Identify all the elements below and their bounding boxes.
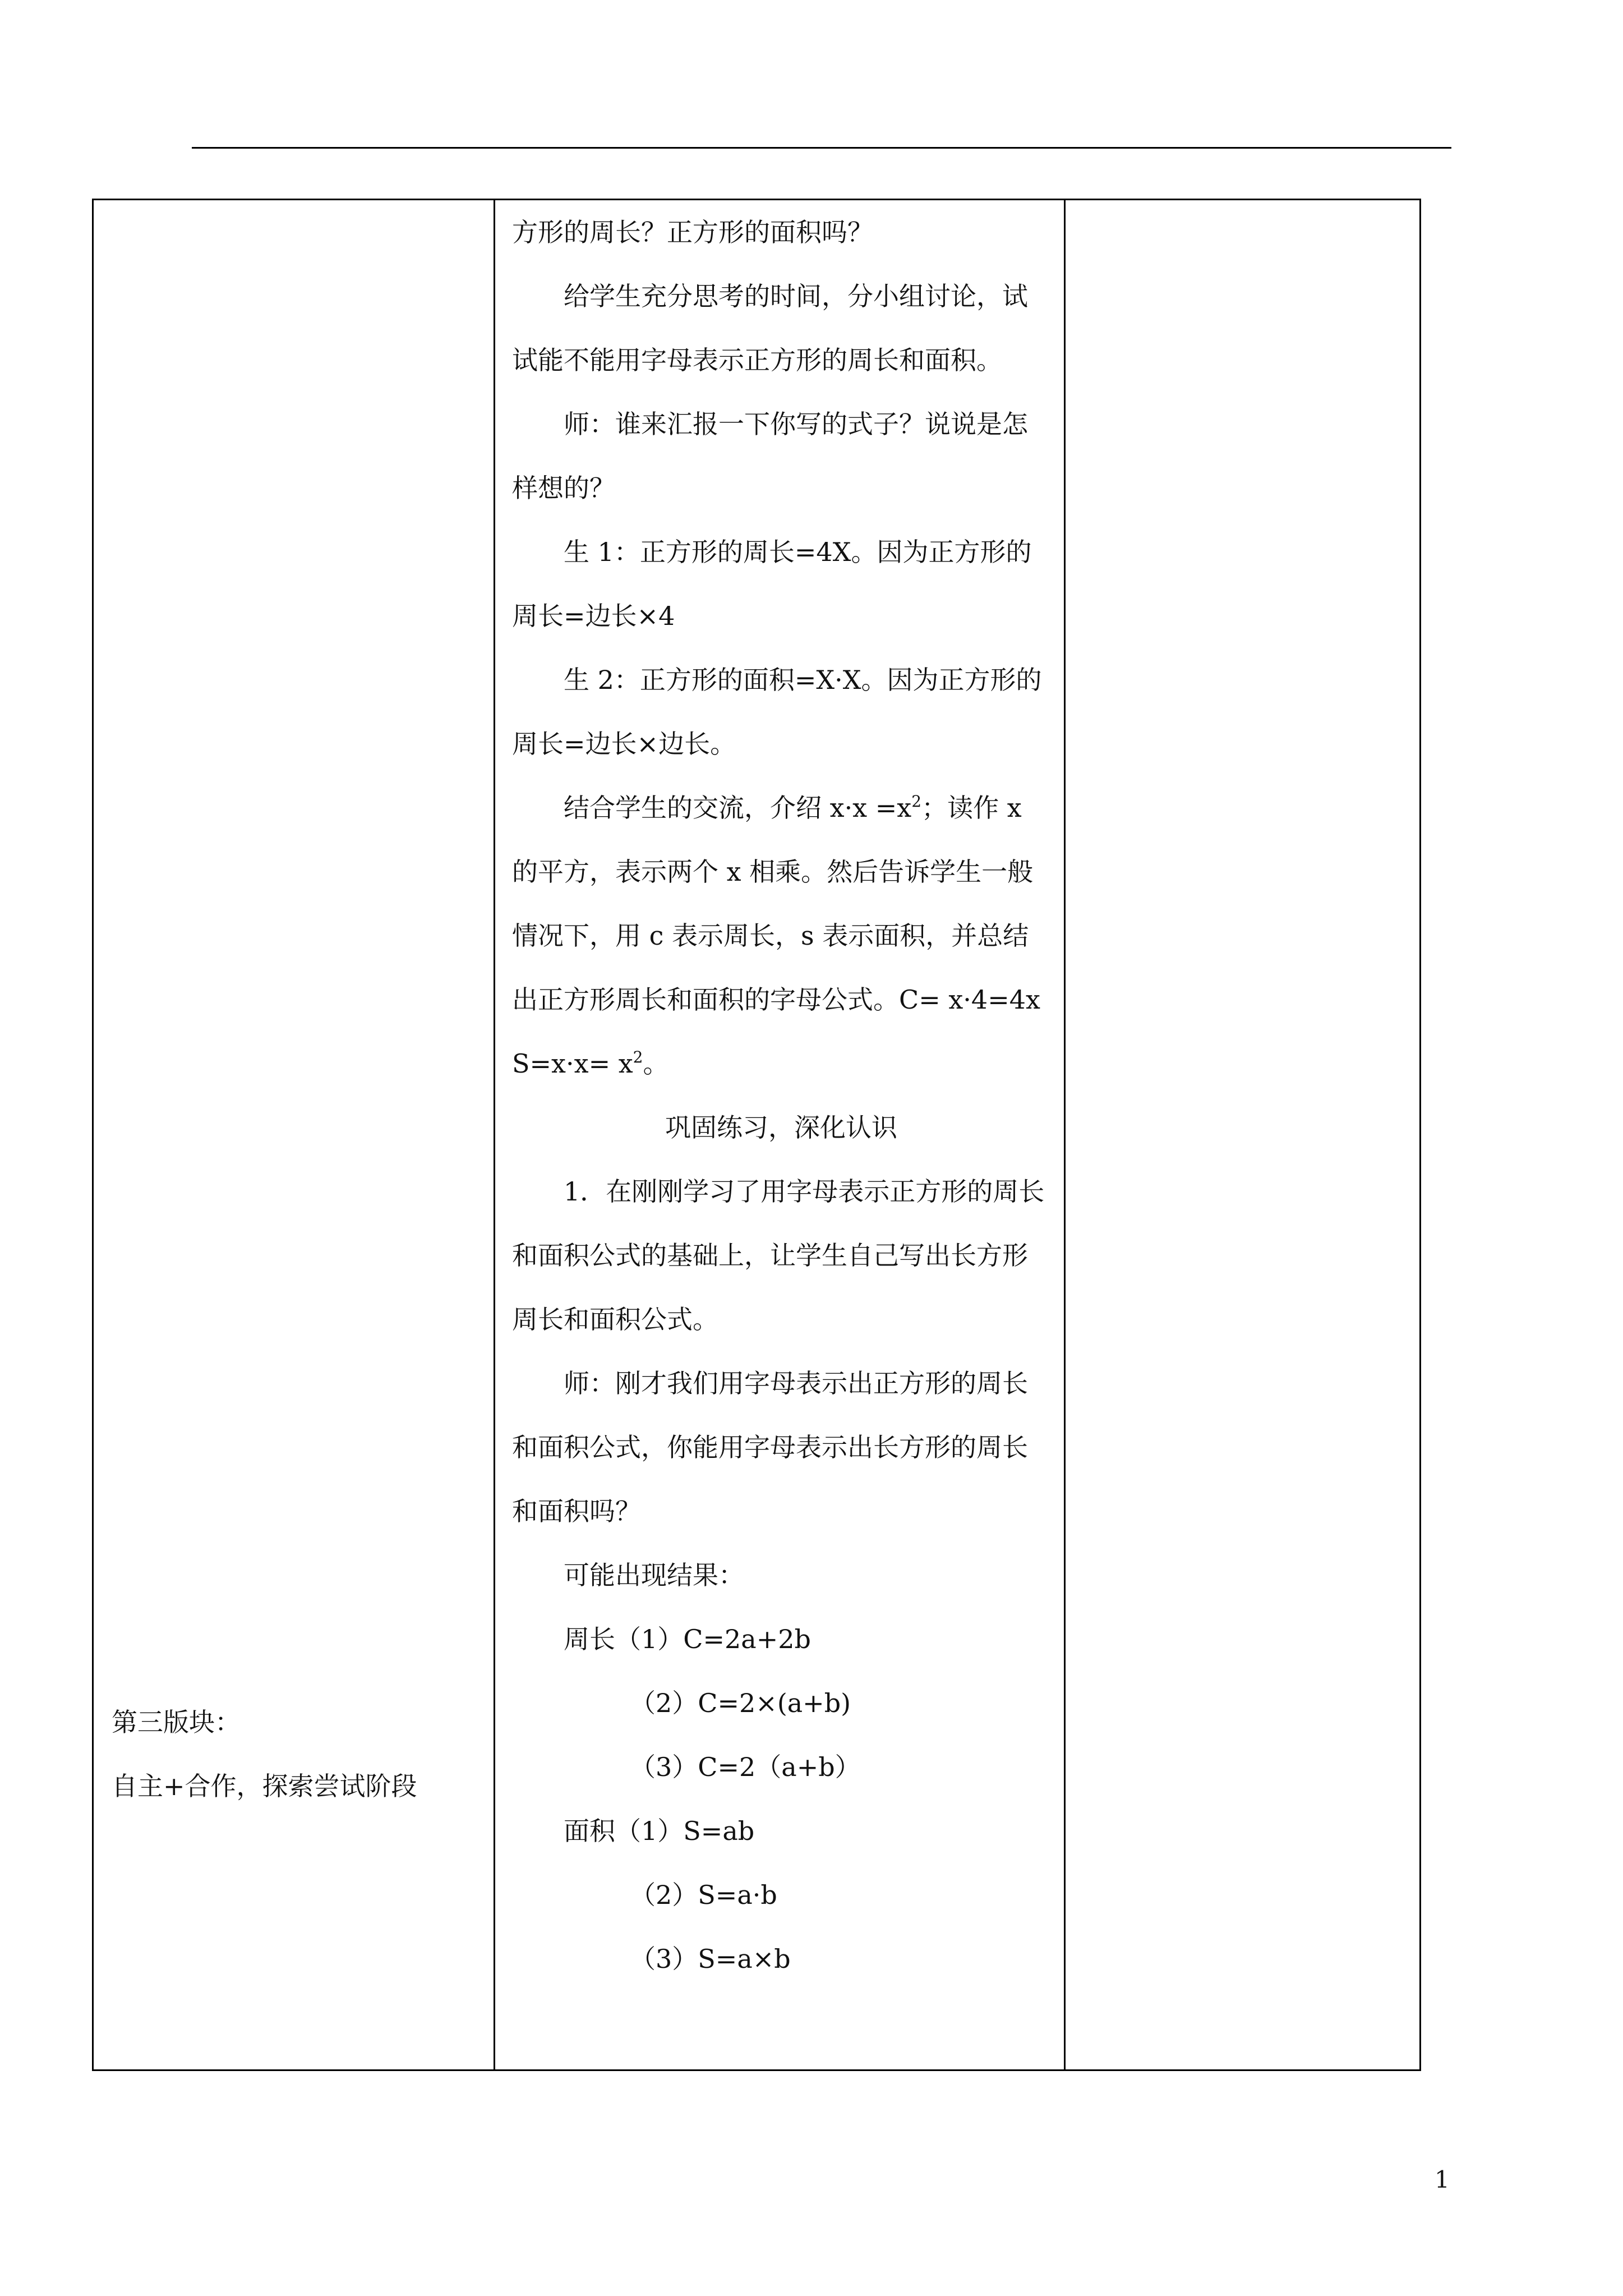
page-number: 1 bbox=[1435, 2166, 1450, 2193]
paragraph-6-end: 。 bbox=[643, 1048, 669, 1079]
paragraph-6-part-1: 结合学生的交流，介绍 x·x =x bbox=[564, 793, 912, 823]
area-formula-3: （3）S=a×b bbox=[630, 1944, 791, 1974]
paragraph-7: 1．在刚刚学习了用字母表示正方形的周长和面积公式的基础上，让学生自己写出长方形周长和面积公式。 bbox=[512, 1176, 1045, 1335]
paragraph-8: 师：刚才我们用字母表示出正方形的周长和面积公式，你能用字母表示出长方形的周长和面积吗？ bbox=[512, 1368, 1028, 1526]
paragraph-6-part-2: ；读作 x 的平方，表示两个 x 相乘。然后告诉学生一般情况下，用 c 表示周长，s 表示面积，并总结出正方形周长和面积的字母公式。C= x·4=4x S=x·x= x bbox=[512, 793, 1066, 1079]
header-rule bbox=[192, 147, 1451, 149]
teaching-process-content bbox=[495, 200, 1064, 1991]
section-cell bbox=[93, 200, 495, 2070]
superscript-2b: 2 bbox=[633, 1048, 643, 1066]
paragraph-5: 生 2：正方形的面积=X·X。因为正方形的周长=边长×边长。 bbox=[512, 665, 1042, 759]
teaching-process-cell bbox=[495, 200, 1065, 2070]
paragraph-3: 师：谁来汇报一下你写的式子？说说是怎样想的？ bbox=[512, 409, 1028, 503]
notes-cell bbox=[1065, 200, 1421, 2070]
perimeter-formula-3: （3）C=2（a+b） bbox=[630, 1752, 861, 1782]
area-formula-1: 面积（1）S=ab bbox=[564, 1816, 755, 1846]
section-label bbox=[112, 1690, 417, 1818]
lesson-plan-table bbox=[92, 199, 1421, 2071]
paragraph-1: 方形的周长？正方形的面积吗？ bbox=[512, 217, 873, 247]
section-subtitle: 自主+合作，探索尝试阶段 bbox=[112, 1771, 417, 1801]
paragraph-9: 可能出现结果： bbox=[564, 1560, 744, 1590]
section-title: 第三版块： bbox=[112, 1707, 241, 1737]
perimeter-formula-2: （2）C=2×(a+b) bbox=[630, 1688, 851, 1718]
area-formula-2: （2）S=a·b bbox=[630, 1880, 777, 1910]
paragraph-4: 生 1：正方形的周长=4X。因为正方形的周长=边长×4 bbox=[512, 537, 1032, 631]
perimeter-formula-1: 周长（1）C=2a+2b bbox=[564, 1624, 811, 1654]
superscript-2: 2 bbox=[911, 792, 922, 811]
paragraph-6 bbox=[512, 776, 1066, 1096]
paragraph-2: 给学生充分思考的时间，分小组讨论，试试能不能用字母表示正方形的周长和面积。 bbox=[512, 281, 1028, 375]
table-row bbox=[93, 200, 1421, 2070]
subheading: 巩固练习，深化认识 bbox=[665, 1112, 897, 1143]
